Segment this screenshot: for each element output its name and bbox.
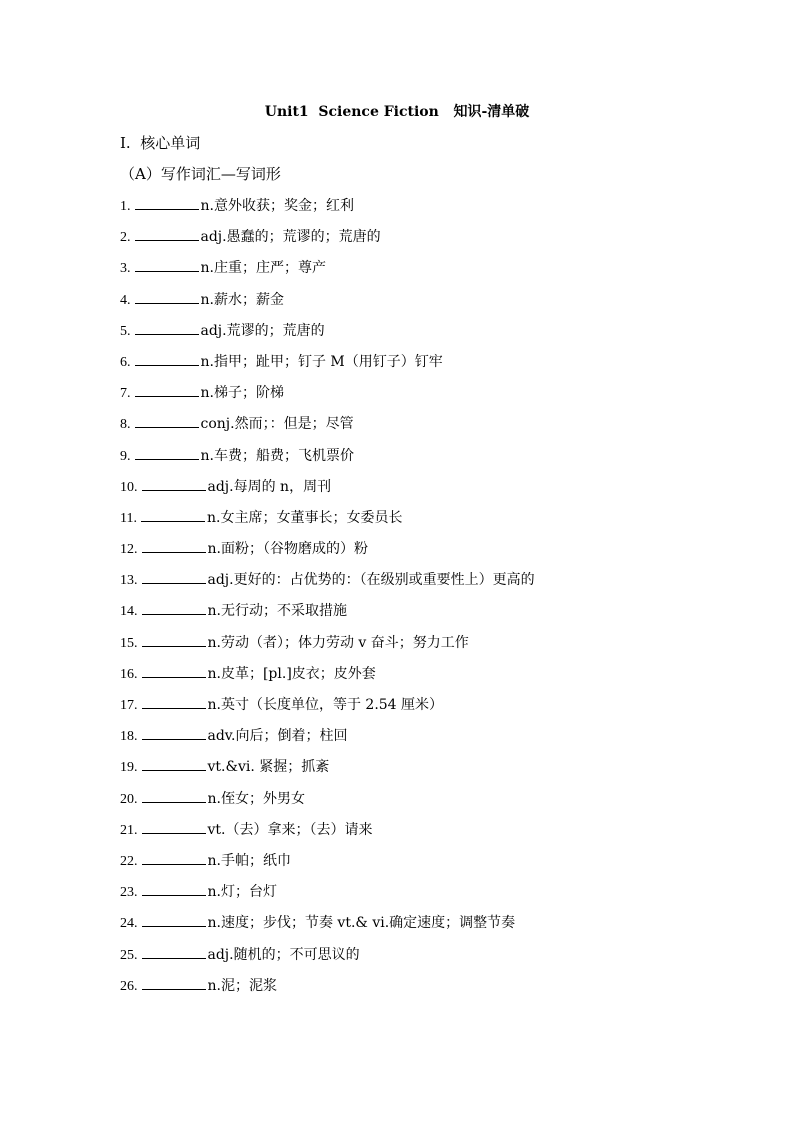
- answer-blank[interactable]: [142, 975, 206, 990]
- item-number: 22.: [120, 853, 138, 869]
- item-definition: n.手帕；纸巾: [207, 852, 291, 869]
- item-number: 25.: [120, 947, 138, 963]
- vocabulary-item: [120, 600, 680, 631]
- answer-blank[interactable]: [142, 881, 206, 896]
- item-definition: n.皮革；[pl.]皮衣；皮外套: [207, 665, 376, 682]
- vocabulary-item: [120, 850, 680, 881]
- answer-blank[interactable]: [135, 382, 199, 397]
- item-number: 9.: [120, 448, 131, 464]
- vocabulary-item: [120, 445, 680, 476]
- vocabulary-item: [120, 476, 680, 507]
- item-number: 8.: [120, 417, 131, 433]
- item-number: 3.: [120, 261, 131, 277]
- item-number: 17.: [120, 698, 138, 713]
- item-definition: n.女主席；女董事长；女委员长: [206, 509, 403, 526]
- answer-blank[interactable]: [142, 944, 206, 959]
- answer-blank[interactable]: [142, 694, 206, 709]
- vocabulary-item: [120, 569, 680, 600]
- item-number: 16.: [120, 666, 138, 682]
- item-definition: n.速度；步伐；节奏 vt.& vi.确定速度；调整节奏: [207, 915, 516, 932]
- vocabulary-item: [120, 912, 680, 943]
- item-number: 26.: [120, 978, 138, 994]
- item-definition: n.庄重；庄严；尊产: [200, 260, 326, 277]
- item-number: 4.: [120, 292, 131, 308]
- vocabulary-item: [120, 257, 680, 288]
- item-definition: vt.（去）拿来；（去）请来: [207, 821, 373, 838]
- item-definition: n.泥；泥浆: [207, 977, 277, 994]
- answer-blank[interactable]: [142, 819, 206, 834]
- item-definition: n.指甲；趾甲；钉子 M（用钉子）钉牢: [200, 353, 443, 370]
- item-definition: n.劳动（者）；体力劳动 v 奋斗；努力工作: [207, 634, 469, 651]
- item-definition: adj.更好的：占优势的：（在级别或重要性上）更高的: [207, 572, 535, 589]
- vocabulary-item: [120, 351, 680, 382]
- vocabulary-item: [120, 881, 680, 912]
- item-number: 18.: [120, 729, 138, 745]
- item-number: 14.: [120, 604, 138, 620]
- answer-blank[interactable]: [135, 445, 199, 460]
- answer-blank[interactable]: [142, 569, 206, 584]
- item-number: 20.: [120, 791, 138, 807]
- item-definition: adj.每周的 n，周刊: [207, 478, 332, 495]
- item-number: 13.: [120, 573, 138, 589]
- item-number: 24.: [120, 916, 138, 932]
- vocabulary-item: [120, 694, 680, 725]
- item-number: 1.: [120, 199, 131, 214]
- vocabulary-item: [120, 226, 680, 257]
- answer-blank[interactable]: [142, 788, 206, 803]
- item-definition: adv.向后；倒着；柱回: [207, 728, 348, 745]
- item-definition: n.车费；船费；飞机票价: [200, 447, 354, 464]
- item-number: 5.: [120, 323, 131, 339]
- vocabulary-item: [120, 725, 680, 756]
- item-definition: adj.荒谬的；荒唐的: [200, 322, 325, 339]
- answer-blank[interactable]: [135, 289, 199, 304]
- item-number: 7.: [120, 386, 131, 402]
- vocabulary-item: [120, 507, 680, 538]
- section-heading: I. 核心单词: [120, 134, 201, 152]
- vocabulary-item: [120, 382, 680, 413]
- answer-blank[interactable]: [142, 756, 206, 771]
- answer-blank[interactable]: [141, 507, 205, 522]
- item-number: 21.: [120, 822, 138, 838]
- item-definition: n.无行动；不采取措施: [207, 603, 347, 620]
- vocabulary-item: [120, 538, 680, 569]
- vocabulary-item: [120, 663, 680, 694]
- item-number: 19.: [120, 760, 138, 776]
- item-number: 11.: [120, 510, 137, 526]
- item-definition: vt.&vi. 紧握；抓紊: [207, 759, 330, 776]
- vocabulary-item: [120, 195, 680, 226]
- item-definition: n.面粉；（谷物磨成的）粉: [207, 541, 368, 558]
- vocabulary-item: [120, 413, 680, 444]
- item-definition: conj.然而；：但是；尽管: [200, 416, 354, 433]
- answer-blank[interactable]: [142, 538, 206, 553]
- answer-blank[interactable]: [142, 476, 206, 491]
- vocabulary-item: [120, 289, 680, 320]
- item-number: 12.: [120, 542, 138, 558]
- answer-blank[interactable]: [142, 725, 206, 740]
- item-definition: adj.随机的；不可思议的: [207, 946, 360, 963]
- vocabulary-item: [120, 320, 680, 351]
- item-number: 2.: [120, 230, 131, 246]
- answer-blank[interactable]: [135, 351, 199, 366]
- vocabulary-item: [120, 819, 680, 850]
- answer-blank[interactable]: [135, 413, 199, 428]
- vocabulary-item: [120, 788, 680, 819]
- item-number: 15.: [120, 635, 138, 651]
- item-number: 23.: [120, 885, 138, 901]
- answer-blank[interactable]: [142, 600, 206, 615]
- vocabulary-item: [120, 975, 680, 1006]
- subsection-heading: （A）写作词汇—写词形: [120, 165, 281, 183]
- answer-blank[interactable]: [135, 226, 199, 241]
- item-definition: n.薪水；薪金: [200, 291, 284, 308]
- vocabulary-item: [120, 944, 680, 975]
- answer-blank[interactable]: [135, 320, 199, 335]
- item-number: 6.: [120, 354, 131, 370]
- answer-blank[interactable]: [142, 850, 206, 865]
- answer-blank[interactable]: [142, 663, 206, 678]
- item-definition: adj.愚蠢的；荒谬的；荒唐的: [200, 229, 381, 246]
- answer-blank[interactable]: [135, 195, 199, 210]
- document-title: Unit1 Science Fiction 知识-清单破: [264, 104, 530, 120]
- answer-blank[interactable]: [142, 632, 206, 647]
- item-definition: n.梯子；阶梯: [200, 385, 284, 402]
- item-definition: n.灯；台灯: [207, 884, 277, 901]
- item-number: 10.: [120, 479, 138, 495]
- item-definition: n.英寸（长度单位，等于 2.54 厘米）: [207, 697, 444, 713]
- item-definition: n.意外收获；奖金；红利: [200, 198, 354, 214]
- vocabulary-item: [120, 756, 680, 787]
- answer-blank[interactable]: [135, 257, 199, 272]
- answer-blank[interactable]: [142, 912, 206, 927]
- vocabulary-list: [120, 195, 680, 1006]
- vocabulary-item: [120, 632, 680, 663]
- item-definition: n.侄女；外男女: [207, 790, 305, 807]
